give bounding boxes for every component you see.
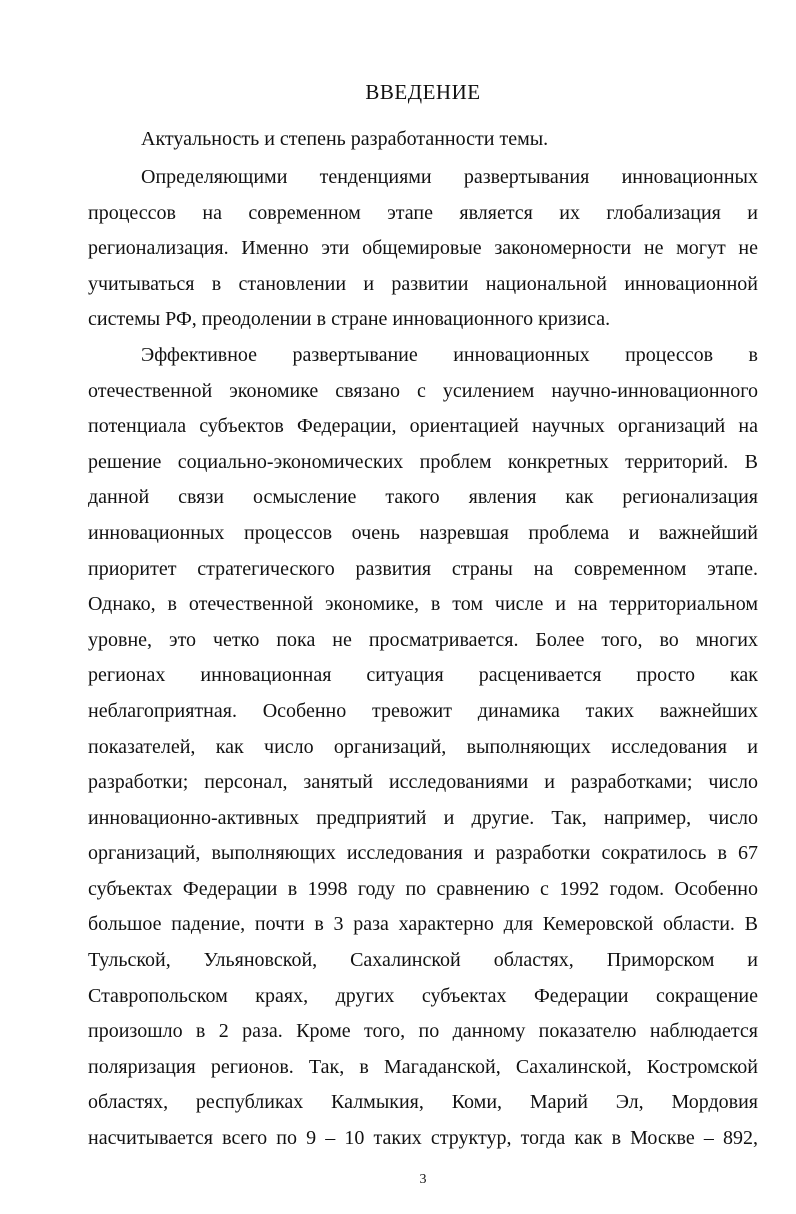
- text-line: Ставропольском краях, других субъектах Федерации сокращение: [88, 984, 758, 1007]
- text-line: регионах инновационная ситуация расценивается просто как: [88, 664, 758, 687]
- text-line: областях, республиках Калмыкия, Коми, Марий Эл, Мордовия: [88, 1091, 758, 1114]
- text-line: инновационно-активных предприятий и другие. Так, например, число: [88, 806, 758, 829]
- text-line: организаций, выполняющих исследования и разработки сократилось в 67: [88, 842, 758, 865]
- text-line: приоритет стратегического развития страны на современном этапе.: [88, 557, 758, 580]
- paragraph-1: [88, 160, 758, 338]
- text-line: регионализация. Именно эти общемировые закономерности не могут не: [88, 237, 758, 260]
- text-line: неблагоприятная. Особенно тревожит динамика таких важнейших: [88, 699, 758, 722]
- body-text: [88, 160, 758, 1157]
- text-line: уровне, это четко пока не просматривается. Более того, во многих: [88, 628, 758, 651]
- text-line: насчитывается всего по 9 – 10 таких структур, тогда как в Москве – 892,: [88, 1127, 758, 1150]
- text-line: Однако, в отечественной экономике, в том числе и на территориальном: [88, 593, 758, 616]
- document-title: ВВЕДЕНИЕ: [365, 80, 481, 104]
- document-page: [88, 0, 758, 1214]
- text-line: системы РФ, преодолении в стране инновационного кризиса.: [88, 308, 611, 331]
- text-line: поляризация регионов. Так, в Магаданской, Сахалинской, Костромской: [88, 1055, 758, 1078]
- text-line: Определяющими тенденциями развертывания инновационных: [141, 166, 758, 188]
- text-line: инновационных процессов очень назревшая проблема и важнейший: [88, 521, 758, 544]
- text-line: Эффективное развертывание инновационных процессов в: [141, 343, 758, 366]
- text-line: показателей, как число организаций, выполняющих исследования и: [88, 735, 758, 758]
- section-subtitle: Актуальность и степень разработанности темы.: [141, 128, 549, 150]
- text-line: учитываться в становлении и развитии национальной инновационной: [88, 272, 758, 295]
- text-line: разработки; персонал, занятый исследованиями и разработками; число: [88, 771, 758, 794]
- text-line: данной связи осмысление такого явления как регионализация: [88, 486, 758, 509]
- page-number: 3: [419, 1172, 427, 1187]
- text-line: субъектах Федерации в 1998 году по сравнению с 1992 годом. Особенно: [88, 877, 758, 900]
- text-line: большое падение, почти в 3 раза характерно для Кемеровской области. В: [88, 913, 758, 936]
- text-line: процессов на современном этапе является их глобализация и: [88, 201, 758, 224]
- text-line: отечественной экономике связано с усилением научно-инновационного: [88, 379, 758, 402]
- text-line: произошло в 2 раза. Кроме того, по данному показателю наблюдается: [88, 1020, 758, 1043]
- text-line: потенциала субъектов Федерации, ориентацией научных организаций на: [88, 415, 758, 438]
- text-line: Тульской, Ульяновской, Сахалинской областях, Приморском и: [88, 949, 758, 972]
- text-line: решение социально-экономических проблем конкретных территорий. В: [88, 450, 758, 473]
- paragraph-2: [88, 338, 758, 1157]
